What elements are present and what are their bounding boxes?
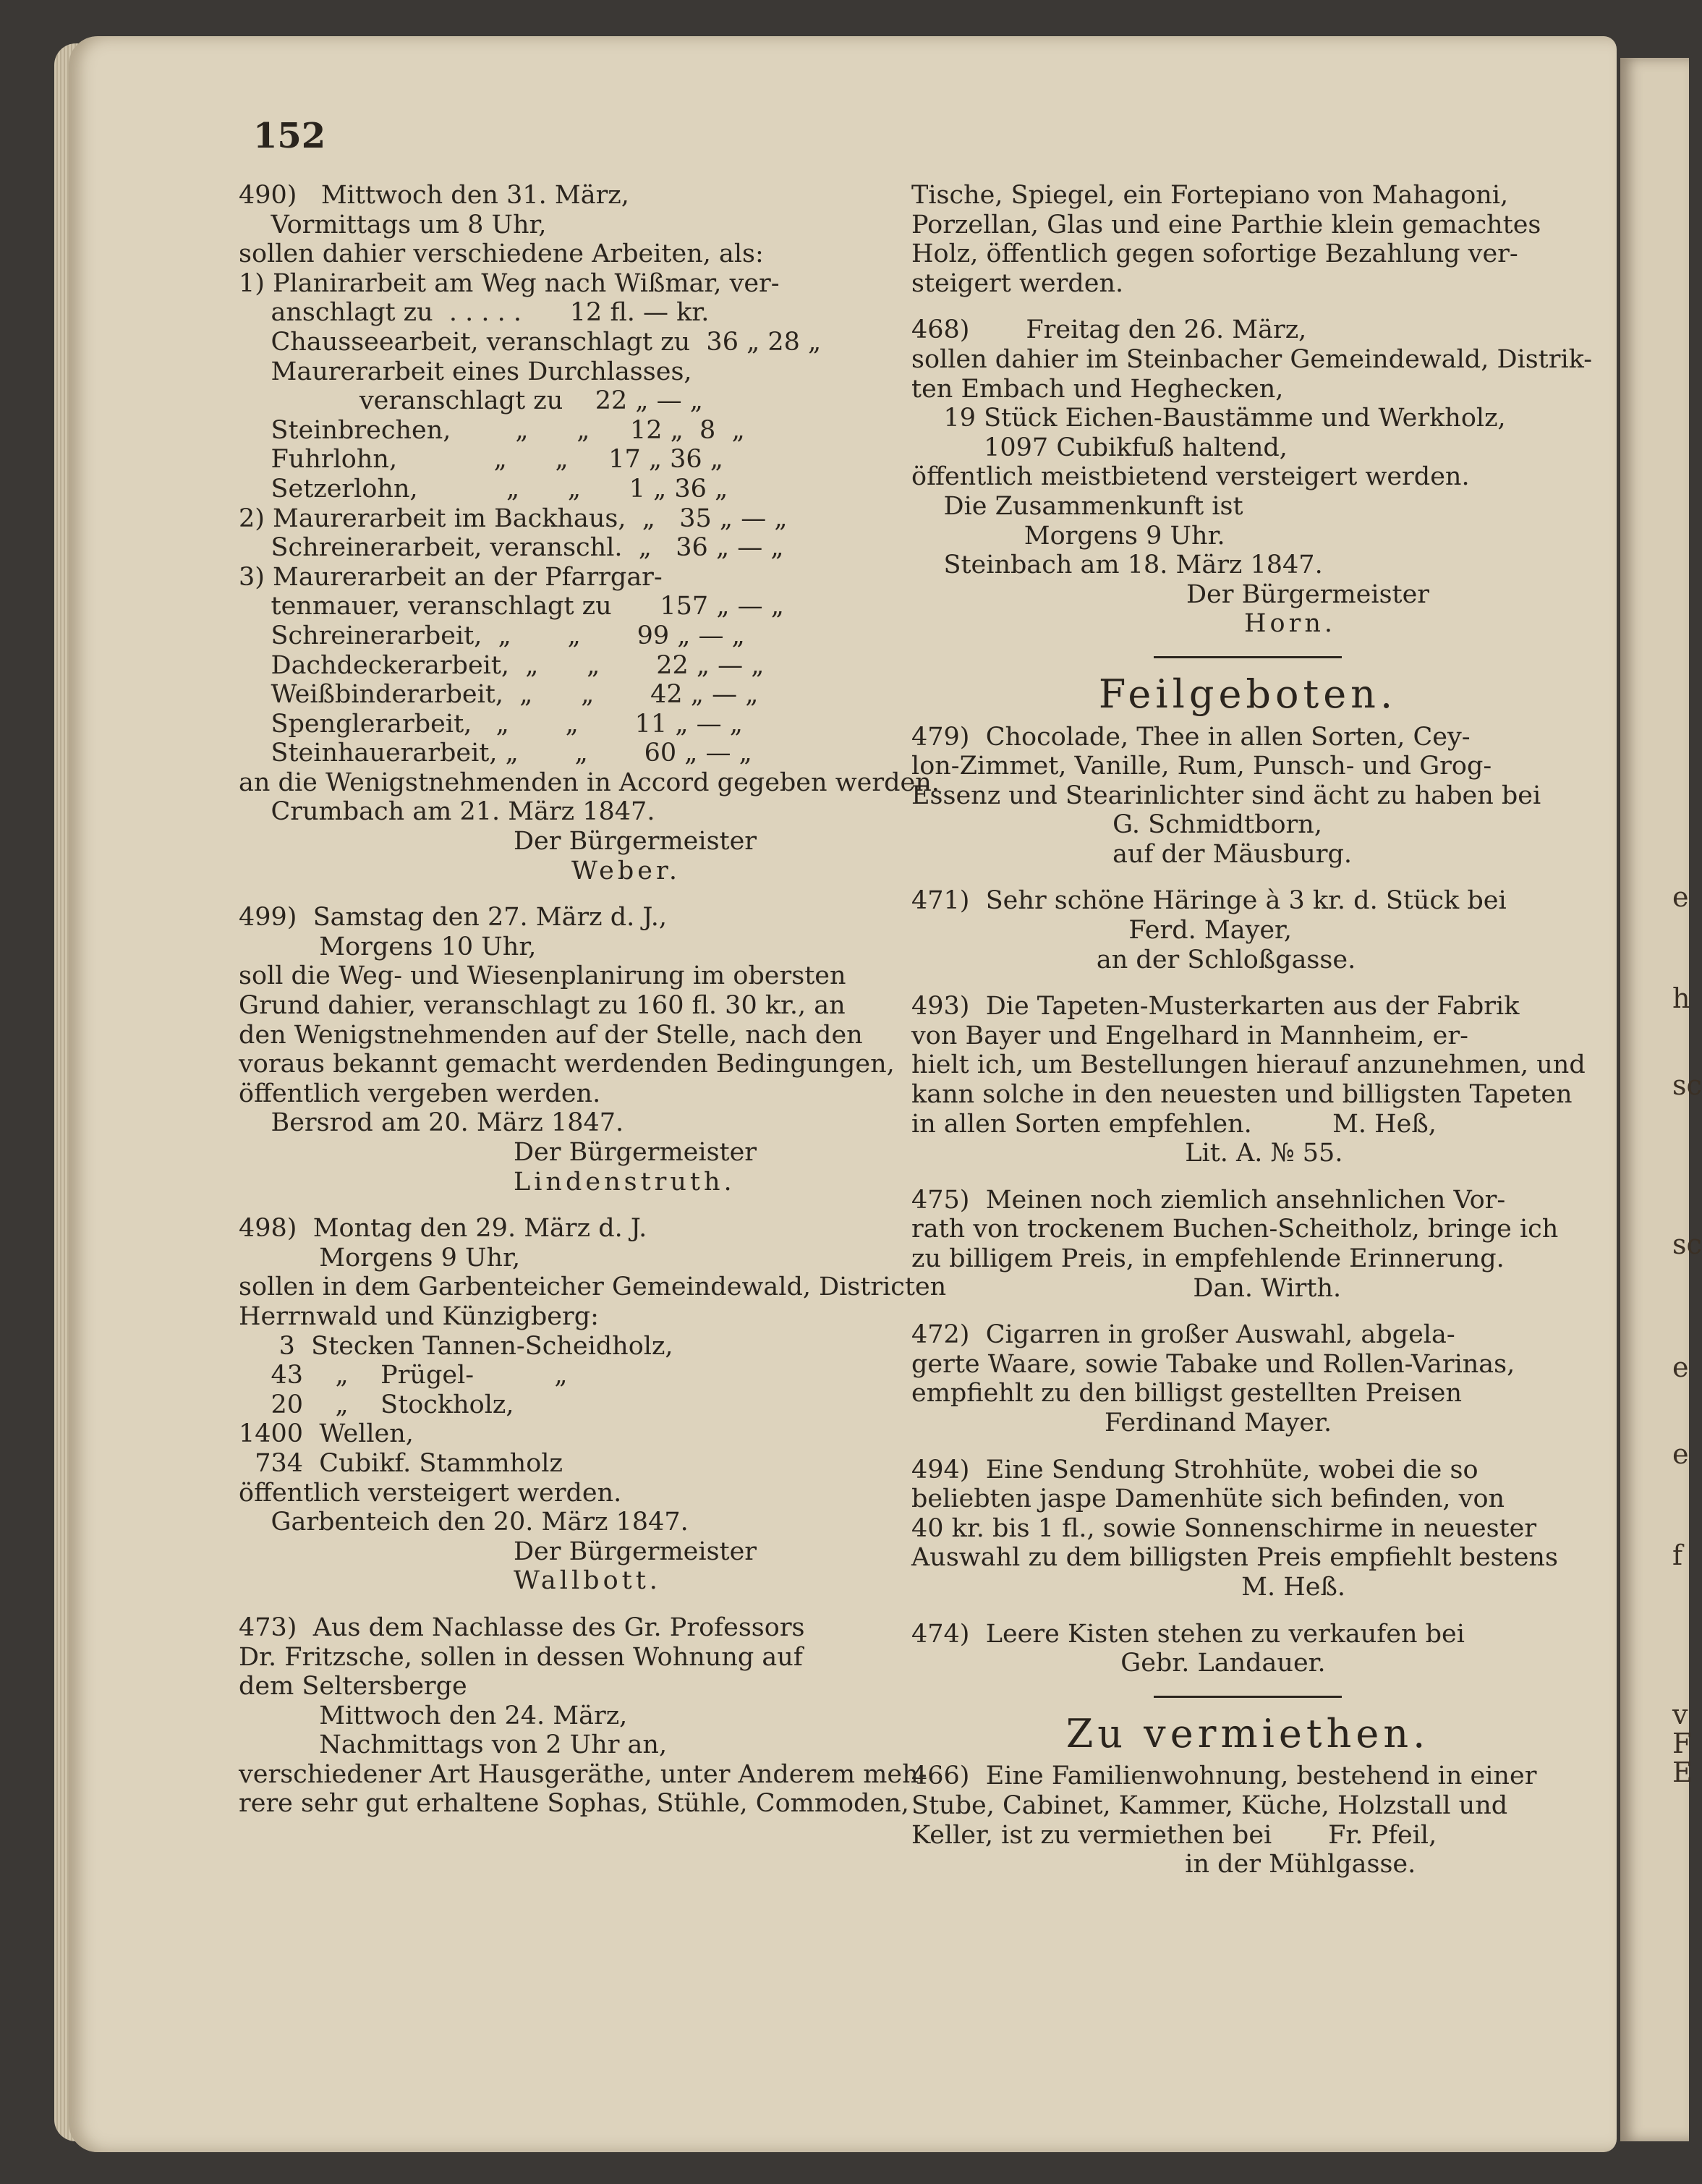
text-line: öffentlich meistbietend versteigert werden. (911, 462, 1470, 492)
text-line: dem Seltersberge (239, 1672, 467, 1701)
text-line: Setzerlohn, „ „ 1 „ 36 „ (239, 474, 728, 503)
text-line: 474) Leere Kisten stehen zu verkaufen bei (911, 1619, 1465, 1649)
text-line: Dachdeckerarbeit, „ „ 22 „ — „ (239, 650, 765, 680)
text-line: Holz, öffentlich gegen sofortige Bezahlung ver- (911, 239, 1518, 269)
text-line: sollen dahier im Steinbacher Gemeindewald, Distrik- (911, 344, 1593, 374)
text-line: 734 Cubikf. Stammholz (239, 1448, 563, 1478)
ad-479 (911, 723, 1584, 870)
left-column (239, 181, 947, 1836)
text-line: Tische, Spiegel, ein Fortepiano von Mahagoni, (911, 181, 1509, 210)
section-divider (1154, 656, 1342, 658)
text-line: Ferdinand Mayer. (911, 1408, 1332, 1437)
ad-475 (911, 1186, 1584, 1303)
text-line: Dan. Wirth. (911, 1273, 1342, 1303)
next-page-fragment: F (1672, 1728, 1692, 1759)
text-line: in der Mühlgasse. (911, 1850, 1416, 1879)
page-number: 152 (253, 116, 326, 156)
text-line: empfiehlt zu den billigst gestellten Preisen (911, 1379, 1463, 1408)
signature-name: Weber. (571, 856, 681, 885)
signature-title: Der Bürgermeister (514, 1138, 757, 1167)
text-line: Crumbach am 21. März 1847. (239, 797, 655, 827)
ad-466-lines (911, 1762, 1584, 1879)
text-line: Steinbrechen, „ „ 12 „ 8 „ (239, 415, 745, 445)
text-line: Steinhauerarbeit, „ „ 60 „ — „ (239, 739, 752, 768)
next-page-fragment: v (1672, 1699, 1688, 1730)
text-line: 1097 Cubikfuß haltend, (911, 433, 1288, 462)
text-line: Morgens 10 Uhr, (239, 932, 537, 961)
ad-494 (911, 1456, 1584, 1602)
signature-name: Lindenstruth. (514, 1167, 736, 1197)
ad-473 (239, 1612, 927, 1819)
text-line: Maurerarbeit eines Durchlasses, (239, 357, 692, 386)
text-line: 473) Aus dem Nachlasse des Gr. Professors (239, 1612, 805, 1642)
signature-title: Der Bürgermeister (514, 1537, 757, 1566)
text-line: 498) Montag den 29. März d. J. (239, 1214, 647, 1244)
text-line: Fuhrlohn, „ „ 17 „ 36 „ (239, 445, 723, 475)
text-line: Porzellan, Glas und eine Parthie klein gemachtes (911, 210, 1541, 239)
text-line: auf der Mäusburg. (911, 839, 1353, 869)
text-line: 499) Samstag den 27. März d. J., (239, 903, 667, 932)
ad-493-lines (911, 992, 1584, 1168)
text-line: 493) Die Tapeten-Musterkarten aus der Fabrik (911, 992, 1520, 1021)
text-line: Keller, ist zu vermiethen bei Fr. Pfeil, (911, 1820, 1437, 1850)
signature-name: Wallbott. (514, 1566, 661, 1596)
text-line: kann solche in den neuesten und billigsten Tapeten (911, 1080, 1573, 1110)
text-line: den Wenigstnehmenden auf der Stelle, nach den (239, 1020, 863, 1050)
text-line: gerte Waare, sowie Tabake und Rollen-Varinas, (911, 1349, 1515, 1379)
text-line: veranschlagt zu 22 „ — „ (239, 386, 703, 416)
text-line: Herrnwald und Künzigberg: (239, 1301, 599, 1331)
text-line: 3) Maurerarbeit an der Pfarrgar- (239, 562, 663, 592)
text-line: rath von trockenem Buchen-Scheitholz, bringe ich (911, 1215, 1559, 1244)
text-line: Weißbinderarbeit, „ „ 42 „ — „ (239, 680, 759, 710)
text-line: voraus bekannt gemacht werdenden Bedingungen, (239, 1050, 895, 1079)
next-page-fragment: sc (1672, 1228, 1702, 1260)
text-line: öffentlich vergeben werden. (239, 1079, 601, 1108)
text-line: M. Heß. (911, 1572, 1345, 1602)
text-line: 20 „ Stockholz, (239, 1390, 514, 1419)
text-line: steigert werden. (911, 268, 1124, 298)
ad-498 (239, 1214, 947, 1596)
text-line: 466) Eine Familienwohnung, bestehend in einer (911, 1762, 1537, 1791)
text-line: Grund dahier, veranschlagt zu 160 fl. 30 kr., an (239, 991, 846, 1021)
text-line: 3 Stecken Tannen-Scheidholz, (239, 1331, 673, 1361)
text-line: an der Schloßgasse. (911, 945, 1356, 974)
text-line: Die Zusammenkunft ist (911, 491, 1243, 521)
ad-499 (239, 903, 895, 1197)
text-line: an die Wenigstnehmenden in Accord gegeben werden. (239, 768, 940, 797)
text-line: öffentlich versteigert werden. (239, 1478, 622, 1508)
ad-466 (911, 1762, 1584, 1879)
next-page-fragment: e (1672, 1438, 1689, 1470)
text-line: soll die Weg- und Wiesenplanirung im obersten (239, 961, 846, 991)
ad-472-lines (911, 1320, 1584, 1437)
ad-474-lines (911, 1620, 1584, 1678)
signature-title: Der Bürgermeister (1186, 579, 1430, 609)
text-line: beliebten jaspe Damenhüte sich befinden, von (911, 1484, 1505, 1514)
next-page-fragment: sc (1672, 1069, 1702, 1101)
text-line: anschlagt zu . . . . . 12 fl. — kr. (239, 298, 710, 328)
ad-493 (911, 992, 1584, 1168)
text-line: Auswahl zu dem billigsten Preis empfiehlt bestens (911, 1543, 1558, 1573)
text-line: 468) Freitag den 26. März, (911, 315, 1307, 345)
section-heading-zu-vermiethen: Zu vermiethen. (1065, 1710, 1430, 1756)
next-page-fragment: f (1672, 1539, 1683, 1571)
text-line: 43 „ Prügel- „ (239, 1361, 568, 1390)
text-line: Bersrod am 20. März 1847. (239, 1108, 624, 1138)
next-page-fragment: e (1672, 1351, 1689, 1383)
text-line: Morgens 9 Uhr, (239, 1243, 521, 1272)
ad-473-continued-lines (911, 181, 1584, 298)
text-line: Mittwoch den 24. März, (239, 1701, 628, 1730)
text-line: G. Schmidtborn, (911, 810, 1322, 840)
text-line: sollen dahier verschiedene Arbeiten, als: (239, 239, 764, 269)
ad-490 (239, 181, 940, 885)
text-line: 471) Sehr schöne Häringe à 3 kr. d. Stück bei (911, 886, 1507, 916)
signature-name: Horn. (1244, 609, 1336, 639)
text-line: 1) Planirarbeit am Weg nach Wißmar, ver- (239, 268, 780, 298)
text-line: Steinbach am 18. März 1847. (911, 551, 1323, 580)
ad-494-lines (911, 1456, 1584, 1602)
text-line: Morgens 9 Uhr. (911, 521, 1225, 551)
section-heading-feilgeboten: Feilgeboten. (1098, 671, 1397, 717)
text-line: Lit. A. № 55. (911, 1139, 1343, 1168)
text-line: sollen in dem Garbenteicher Gemeindewald, Districten (239, 1272, 947, 1302)
next-page-fragment: e (1672, 881, 1689, 913)
next-page-fragment: h (1672, 982, 1690, 1014)
text-line: Essenz und Stearinlichter sind ächt zu haben bei (911, 781, 1541, 810)
ad-468 (911, 315, 1593, 639)
text-line: Vormittags um 8 Uhr, (239, 210, 547, 239)
ad-474 (911, 1620, 1584, 1678)
text-line: hielt ich, um Bestellungen hierauf anzunehmen, und (911, 1050, 1586, 1080)
text-line: verschiedener Art Hausgeräthe, unter Anderem meh- (239, 1759, 927, 1789)
text-line: Stube, Cabinet, Kammer, Küche, Holzstall und (911, 1790, 1508, 1820)
text-line: 1400 Wellen, (239, 1419, 414, 1449)
text-line: Spenglerarbeit, „ „ 11 „ — „ (239, 709, 743, 739)
section-divider (1154, 1696, 1342, 1698)
text-line: 494) Eine Sendung Strohhüte, wobei die so (911, 1455, 1478, 1484)
text-line: lon-Zimmet, Vanille, Rum, Punsch- und Grog- (911, 752, 1492, 781)
text-line: Garbenteich den 20. März 1847. (239, 1508, 689, 1537)
ad-479-lines (911, 723, 1584, 870)
text-line: in allen Sorten empfehlen. M. Heß, (911, 1109, 1437, 1139)
text-line: Nachmittags von 2 Uhr an, (239, 1730, 668, 1760)
text-line: rere sehr gut erhaltene Sophas, Stühle, Commoden, (239, 1789, 909, 1819)
ad-498-lines (239, 1214, 947, 1537)
text-line: Ferd. Mayer, (911, 916, 1293, 946)
text-line: ten Embach und Heghecken, (911, 374, 1284, 404)
text-line: tenmauer, veranschlagt zu 157 „ — „ (239, 592, 784, 621)
text-line: Schreinerarbeit, „ „ 99 „ — „ (239, 621, 745, 650)
ad-472 (911, 1320, 1584, 1437)
ad-471-lines (911, 886, 1584, 974)
right-column (911, 181, 1593, 1897)
text-line: 479) Chocolade, Thee in allen Sorten, Cey- (911, 722, 1471, 752)
text-line: 40 kr. bis 1 fl., sowie Sonnenschirme in neuester (911, 1513, 1537, 1543)
text-line: Gebr. Landauer. (911, 1649, 1326, 1678)
text-line: 2) Maurerarbeit im Backhaus, „ 35 „ — „ (239, 503, 788, 533)
text-line: 472) Cigarren in großer Auswahl, abgela- (911, 1320, 1455, 1350)
text-line: Schreinerarbeit, veranschl. „ 36 „ — „ (239, 533, 784, 563)
ad-468-lines (911, 315, 1593, 580)
ad-490-lines (239, 181, 940, 827)
ad-471 (911, 886, 1584, 974)
text-line: 19 Stück Eichen-Baustämme und Werkholz, (911, 404, 1506, 433)
text-line: Dr. Fritzsche, sollen in dessen Wohnung auf (239, 1642, 803, 1672)
ad-473-continued (911, 181, 1584, 298)
text-line: 490) Mittwoch den 31. März, (239, 181, 629, 210)
ad-499-lines (239, 903, 895, 1138)
text-line: zu billigem Preis, in empfehlende Erinnerung. (911, 1244, 1505, 1273)
ad-475-lines (911, 1186, 1584, 1303)
next-page-fragment: E (1672, 1756, 1693, 1788)
text-line: 475) Meinen noch ziemlich ansehnlichen Vor- (911, 1185, 1506, 1215)
text-line: Chausseearbeit, veranschlagt zu 36 „ 28 „ (239, 327, 822, 357)
ad-473-lines (239, 1612, 927, 1819)
text-line: von Bayer und Engelhard in Mannheim, er- (911, 1021, 1468, 1050)
signature-title: Der Bürgermeister (514, 827, 757, 857)
